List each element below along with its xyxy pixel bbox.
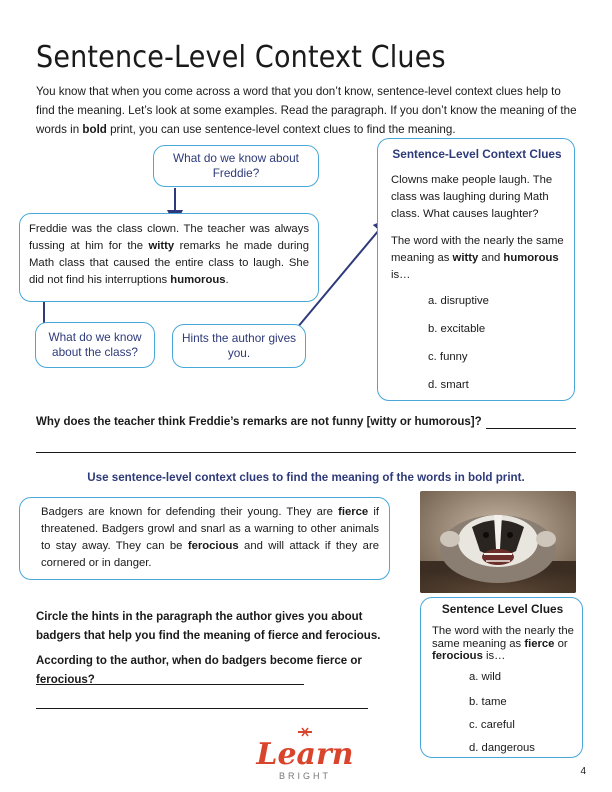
logo-sub: BRIGHT xyxy=(278,771,332,781)
option-b: b. excitable xyxy=(428,323,486,335)
option-a: a. wild xyxy=(469,671,502,683)
option-a: a. disruptive xyxy=(428,295,489,307)
answer-line[interactable] xyxy=(36,452,576,453)
option-c: c. funny xyxy=(428,351,468,363)
clues-panel-text2: The word with the nearly the same meaning as witty and humorous is… xyxy=(391,235,564,281)
badger-clues-panel xyxy=(420,597,583,758)
option-d: d. smart xyxy=(428,379,469,391)
context-clues-panel xyxy=(377,138,575,401)
badger-question: According to the author, when do badgers become fierce or ferocious? xyxy=(36,655,362,686)
intro-paragraph: You know that when you come across a word that you don’t know, sentence-level context clues help to find the meaning. Let’s look at some examples. Read the paragraph. If you don’t know the meaning of the words in bold print, you can use sentence-level context clues to find the meaning. xyxy=(36,85,577,136)
option-d: d. dangerous xyxy=(469,742,535,754)
logo-word: Learn xyxy=(256,737,354,772)
freddie-paragraph: Freddie was the class clown. The teacher was always fussing at him for the witty remarks he made during Math class that caused the entire class to laugh. She did not find his interruptions humorous. xyxy=(19,213,319,302)
clues-panel-text1: Clowns make people laugh. The class was laughing during Math class. What causes laughter? xyxy=(391,174,553,220)
clues-panel-title: Sentence-Level Context Clues xyxy=(392,147,562,161)
page-number: 4 xyxy=(580,766,586,777)
option-c: c. careful xyxy=(469,719,515,731)
bubble-class: What do we know about the class? xyxy=(35,322,155,368)
badger-panel-title: Sentence Level Clues xyxy=(441,602,564,616)
section2-heading: Use sentence-level context clues to find the meaning of the words in bold print. xyxy=(87,471,525,484)
bubble-freddie: What do we know about Freddie? xyxy=(153,145,319,187)
badger-panel-text: The word with the nearly the same meaning as fierce or ferocious is… xyxy=(432,625,574,662)
answer-line[interactable] xyxy=(36,684,304,685)
badger-instruction: Circle the hints in the paragraph the author gives you about badgers that help you find the meaning of fierce and ferocious. xyxy=(36,611,381,642)
learn-bright-logo xyxy=(250,726,360,784)
bubble-hints: Hints the author gives you. xyxy=(172,324,306,368)
answer-line[interactable] xyxy=(486,428,576,429)
page-title: Sentence-Level Context Clues xyxy=(36,40,446,75)
option-b: b. tame xyxy=(469,696,507,708)
question-1: Why does the teacher think Freddie’s remarks are not funny [witty or humorous]? xyxy=(36,416,482,428)
answer-line[interactable] xyxy=(36,708,368,709)
badger-paragraph: Badgers are known for defending their young. They are fierce if threatened. Badgers growl and snarl as a warning to other animals to stay away. They can be ferocious and will attack if they are cornered or in danger. xyxy=(19,497,390,580)
badger-photo xyxy=(420,491,576,593)
